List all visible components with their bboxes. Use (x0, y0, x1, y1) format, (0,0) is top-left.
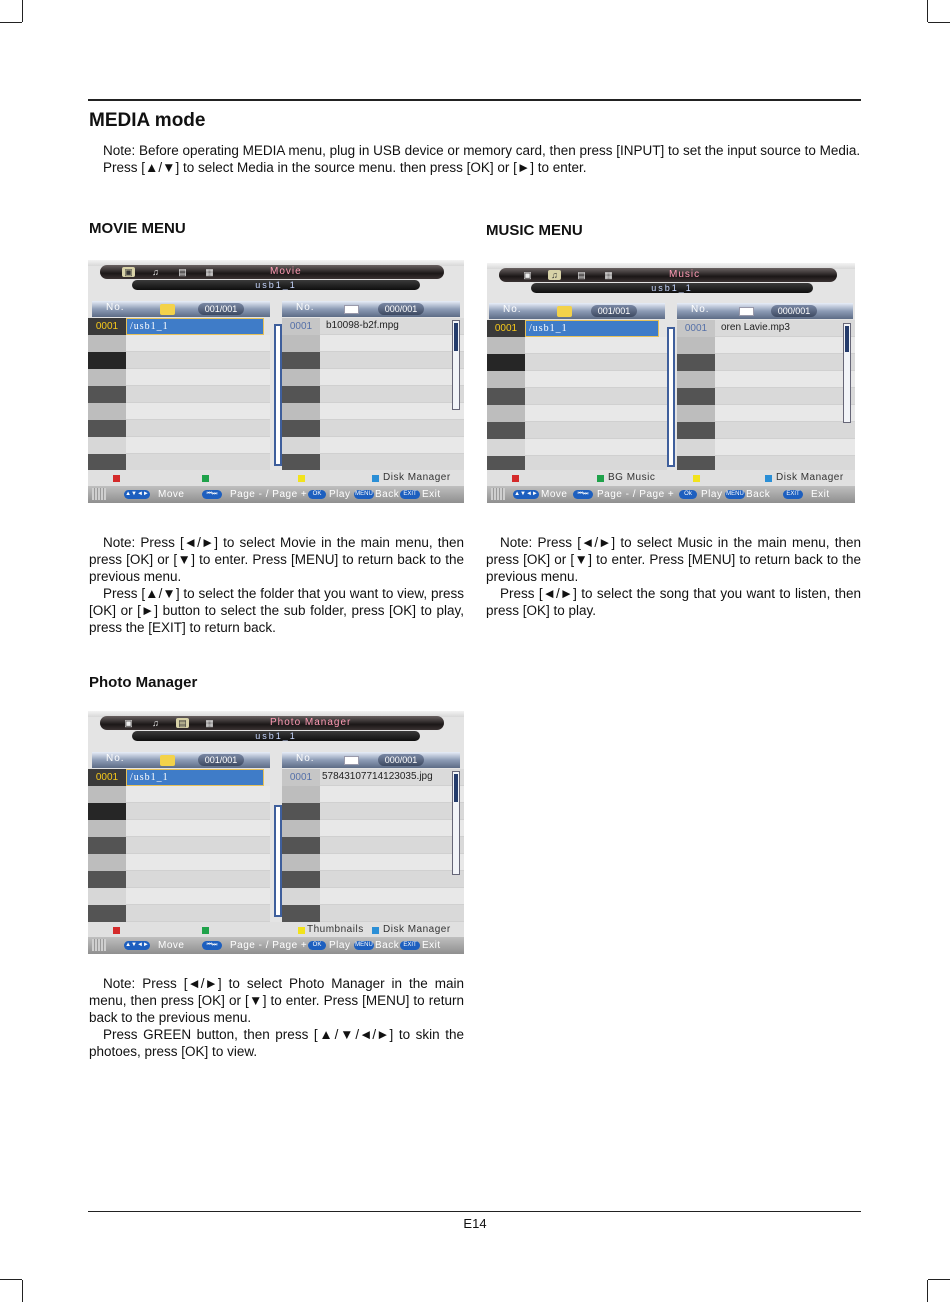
music-menu-notes (486, 534, 861, 619)
top-rule (88, 99, 861, 101)
media-type-bar (100, 265, 444, 279)
media-type-bar (100, 716, 444, 730)
list-item (88, 786, 278, 803)
list-item (88, 369, 278, 386)
nav-page: Page - / Page + (230, 489, 308, 500)
menu-key: MENU (355, 491, 373, 497)
movie-instruction: Press [▲/▼] to select the folder that you want to view, press [OK] or [►] button to select the sub folder, press [OK] to play, press the [EXIT] to return back. (89, 586, 464, 635)
page-title: MEDIA mode (89, 110, 206, 131)
nav-back: Back (375, 940, 400, 951)
folder-count: 001/001 (591, 305, 637, 317)
list-item (88, 854, 278, 871)
intro-text (89, 142, 861, 176)
nav-play: Play (329, 940, 351, 951)
movie-menu-screen (88, 260, 464, 503)
list-item (282, 403, 464, 420)
list-item (677, 439, 855, 456)
row-number: 0001 (677, 320, 715, 337)
yellow-key (693, 475, 700, 482)
photo-instruction: Press GREEN button, then press [▲/▼/◄/►] to skin the photoes, press [OK] to view. (89, 1027, 464, 1059)
audio-file-icon (739, 307, 754, 316)
file-name[interactable]: b10098-b2f.mpg (320, 318, 464, 335)
color-key-legend (487, 470, 855, 486)
list-item (88, 352, 278, 369)
column-no-label: No. (296, 753, 315, 764)
crop-mark (928, 1279, 950, 1280)
green-key (597, 475, 604, 482)
folder-icon (160, 755, 175, 766)
source-label: usb1_1 (531, 283, 813, 293)
list-item (487, 405, 673, 422)
list-item (677, 388, 855, 405)
folder-count: 001/001 (198, 754, 244, 766)
disk-manager-label: Disk Manager (776, 472, 844, 483)
nav-move: Move (158, 489, 185, 500)
exit-key: EXIT (783, 490, 803, 499)
photo-icon[interactable]: ▣ (523, 270, 532, 280)
nav-play: Play (701, 489, 723, 500)
folder-scrollbar[interactable] (274, 324, 282, 466)
list-item (282, 820, 464, 837)
list-item (282, 786, 464, 803)
list-item (88, 437, 278, 454)
photo-note: Note: Press [◄/►] to select Photo Manager in the main menu, then press [OK] or [▼] to enter. Press [MENU] to return back to the previous menu. (89, 976, 464, 1025)
list-item (282, 369, 464, 386)
disk-manager-label: Disk Manager (383, 924, 451, 935)
navigation-hint-bar (487, 486, 855, 503)
photo-manager-screen (88, 711, 464, 954)
file-scrollbar[interactable] (452, 771, 460, 875)
blue-key (765, 475, 772, 482)
list-item (487, 354, 673, 371)
blue-key (372, 475, 379, 482)
file-count: 000/001 (771, 305, 817, 317)
navigation-hint-bar (88, 937, 464, 954)
crop-mark (0, 22, 22, 23)
list-item (282, 888, 464, 905)
list-item (282, 454, 464, 471)
source-label: usb1_1 (132, 280, 420, 290)
music-menu-heading: MUSIC MENU (486, 222, 583, 239)
list-item (487, 388, 673, 405)
music-menu-screen (487, 263, 855, 503)
column-no-label: No. (106, 302, 125, 313)
nav-back: Back (746, 489, 771, 500)
music-icon[interactable]: ♫ (548, 270, 561, 280)
file-scrollbar[interactable] (452, 320, 460, 410)
grip-icon (92, 488, 106, 500)
column-no-label: No. (106, 753, 125, 764)
list-item (88, 454, 278, 471)
crop-mark (22, 1280, 23, 1302)
column-no-label: No. (691, 304, 710, 315)
music-icon[interactable]: ♫ (152, 267, 159, 277)
crop-mark (927, 1280, 928, 1302)
file-pane-header (677, 303, 853, 319)
list-item (677, 337, 855, 354)
nav-exit: Exit (422, 940, 441, 951)
list-item (88, 888, 278, 905)
list-item (282, 905, 464, 922)
bg-music-label: BG Music (608, 472, 656, 483)
crop-mark (0, 1279, 22, 1280)
exit-key: EXIT (400, 490, 420, 499)
file-scrollbar[interactable] (843, 323, 851, 423)
row-number: 0001 (487, 320, 525, 337)
column-no-label: No. (296, 302, 315, 313)
list-item (88, 820, 278, 837)
list-item (88, 420, 278, 437)
nav-play: Play (329, 489, 351, 500)
crop-mark (22, 0, 23, 22)
file-count: 000/001 (378, 754, 424, 766)
row-number: 0001 (88, 769, 126, 786)
list-item (282, 803, 464, 820)
menu-key: MENU (726, 491, 744, 497)
list-item (282, 352, 464, 369)
nav-exit: Exit (422, 489, 441, 500)
movie-menu-notes (89, 534, 464, 636)
list-item[interactable] (88, 318, 278, 335)
movie-icon[interactable]: ▤ (577, 270, 586, 280)
ok-key: OK (308, 941, 326, 950)
photo-icon[interactable]: ▣ (122, 267, 135, 277)
mode-title: Music (669, 269, 701, 280)
list-item (487, 337, 673, 354)
list-item (282, 854, 464, 871)
source-label: usb1_1 (132, 731, 420, 741)
thumbnails-label: Thumbnails (307, 924, 364, 935)
file-name[interactable]: 57843107714123035.jpg (320, 769, 464, 786)
ok-key: Ok (679, 490, 697, 499)
row-number: 0001 (282, 318, 320, 335)
green-key (202, 475, 209, 482)
column-no-label: No. (503, 304, 522, 315)
ok-key: OK (308, 490, 326, 499)
color-key-legend (88, 470, 464, 486)
list-item (282, 386, 464, 403)
file-pane-header (282, 752, 460, 768)
grip-icon (491, 488, 505, 500)
list-item[interactable] (487, 320, 673, 337)
list-item (88, 837, 278, 854)
list-item[interactable] (282, 318, 464, 335)
movie-icon[interactable]: ▤ (176, 718, 189, 728)
arrows-key-icon: ▲▼◄► (514, 491, 538, 497)
image-file-icon (344, 756, 359, 765)
page-keys-icon: ⏮⏭ (202, 941, 222, 950)
intro-note: Note: Before operating MEDIA menu, plug in USB device or memory card, then press [INPUT] to set the input source to Media. (103, 143, 861, 158)
list-item (88, 803, 278, 820)
mode-title: Photo Manager (270, 717, 352, 728)
music-icon[interactable]: ♫ (152, 718, 159, 728)
page-keys-icon: ⏮⏭ (573, 490, 593, 499)
arrows-key-icon: ▲▼◄► (125, 942, 149, 948)
red-key (113, 475, 120, 482)
folder-name[interactable]: /usb1_1 (126, 318, 264, 335)
yellow-key (298, 927, 305, 934)
list-item (677, 371, 855, 388)
list-item (677, 354, 855, 371)
folder-pane-header (489, 303, 665, 319)
folder-icon (557, 306, 572, 317)
list-item (487, 371, 673, 388)
row-number: 0001 (88, 318, 126, 335)
movie-menu-heading: MOVIE MENU (89, 220, 186, 237)
nav-move: Move (158, 940, 185, 951)
list-item[interactable] (88, 769, 278, 786)
arrows-key-icon: ▲▼◄► (125, 491, 149, 497)
text-icon[interactable]: ▦ (205, 267, 214, 277)
folder-scrollbar[interactable] (667, 327, 675, 467)
intro-instruction: Press [▲/▼] to select Media in the source menu. then press [OK] or [►] to enter. (103, 160, 587, 175)
media-type-bar (499, 268, 837, 282)
color-key-legend (88, 922, 464, 938)
yellow-key (298, 475, 305, 482)
red-key (512, 475, 519, 482)
red-key (113, 927, 120, 934)
page-keys-icon: ⏮⏭ (202, 490, 222, 499)
photo-manager-notes (89, 975, 464, 1060)
list-item (282, 437, 464, 454)
folder-count: 001/001 (198, 303, 244, 315)
nav-move: Move (541, 489, 568, 500)
folder-scrollbar[interactable] (274, 805, 282, 917)
crop-mark (927, 0, 928, 22)
music-note: Note: Press [◄/►] to select Music in the main menu, then press [OK] or [▼] to enter. Press [MENU] to return back to the previous menu. (486, 535, 861, 584)
text-icon[interactable]: ▦ (205, 718, 214, 728)
list-item (88, 871, 278, 888)
bottom-rule (88, 1211, 861, 1212)
list-item (282, 871, 464, 888)
list-item (88, 905, 278, 922)
photo-icon[interactable]: ▣ (124, 718, 133, 728)
list-item (88, 403, 278, 420)
list-item[interactable] (677, 320, 855, 337)
movie-note: Note: Press [◄/►] to select Movie in the main menu, then press [OK] or [▼] to enter. Press [MENU] to return back to the previous menu. (89, 535, 464, 584)
folder-name[interactable]: /usb1_1 (525, 320, 659, 337)
grip-icon (92, 939, 106, 951)
nav-exit: Exit (811, 489, 830, 500)
list-item[interactable] (282, 769, 464, 786)
folder-icon (160, 304, 175, 315)
green-key (202, 927, 209, 934)
list-item (282, 335, 464, 352)
exit-key: EXIT (400, 941, 420, 950)
menu-key: MENU (355, 942, 373, 948)
disk-manager-label: Disk Manager (383, 472, 451, 483)
list-item (677, 422, 855, 439)
row-number: 0001 (282, 769, 320, 786)
blue-key (372, 927, 379, 934)
list-item (282, 837, 464, 854)
list-item (677, 405, 855, 422)
file-name[interactable]: oren Lavie.mp3 (715, 320, 855, 337)
video-icon (344, 305, 359, 314)
nav-page: Page - / Page + (230, 940, 308, 951)
file-count: 000/001 (378, 303, 424, 315)
list-item (487, 422, 673, 439)
folder-pane-header (92, 301, 270, 317)
movie-icon[interactable]: ▤ (178, 267, 187, 277)
list-item (88, 386, 278, 403)
list-item (282, 420, 464, 437)
file-pane-header (282, 301, 460, 317)
folder-pane-header (92, 752, 270, 768)
page-number: E14 (463, 1216, 487, 1231)
nav-page: Page - / Page + (597, 489, 675, 500)
music-instruction: Press [◄/►] to select the song that you want to listen, then press [OK] to play. (486, 586, 861, 618)
text-icon[interactable]: ▦ (604, 270, 613, 280)
list-item (88, 335, 278, 352)
nav-back: Back (375, 489, 400, 500)
folder-name[interactable]: /usb1_1 (126, 769, 264, 786)
mode-title: Movie (270, 266, 302, 277)
photo-manager-heading: Photo Manager (89, 674, 198, 691)
crop-mark (928, 22, 950, 23)
navigation-hint-bar (88, 486, 464, 503)
list-item (487, 439, 673, 456)
